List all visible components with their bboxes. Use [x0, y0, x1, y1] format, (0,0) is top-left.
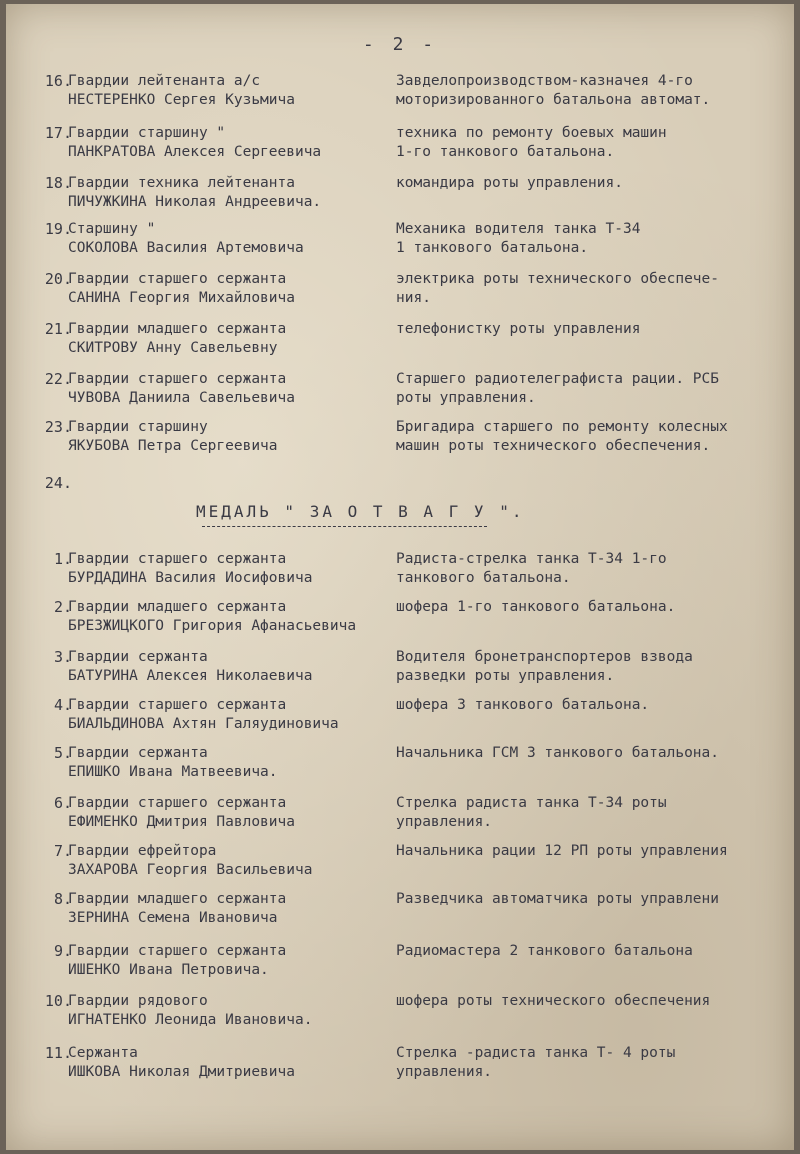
entry-position: командира роты управления.: [396, 175, 623, 191]
entry-number: 7.: [53, 842, 72, 860]
entry-name: БРЕЗЖИЦКОГО Григория Афанасьевича: [68, 618, 357, 634]
entry-number: 22.: [44, 370, 72, 388]
entry-name: ЗАХАРОВА Георгия Васильевича: [68, 862, 313, 878]
entry-number: 17.: [44, 124, 72, 142]
entry-position-cont: роты управления.: [396, 390, 536, 406]
entry-position: Начальника рации 12 РП роты управления: [396, 843, 728, 859]
entry-position-cont: танкового батальона.: [396, 570, 571, 586]
section-underline: [202, 526, 487, 527]
entry-number: 18.: [44, 174, 72, 192]
entry-position-cont: машин роты технического обеспечения.: [396, 438, 711, 454]
entry-rank: Гвардии ефрейтора: [68, 843, 217, 859]
entry-position-cont: ния.: [396, 290, 431, 306]
entry-name: САНИНА Георгия Михайловича: [68, 290, 295, 306]
entry-position: Стрелка -радиста танка Т- 4 роты: [396, 1045, 676, 1061]
entry-rank: Гвардии старшего сержанта: [68, 271, 287, 287]
entry-rank: Старшину ": [68, 221, 156, 237]
entry-rank: Гвардии рядового: [68, 993, 208, 1009]
entry-position: Бригадира старшего по ремонту колесных: [396, 419, 728, 435]
entry-name: ИШЕНКО Ивана Петровича.: [68, 962, 269, 978]
entry-position: Водителя бронетранспортеров взвода: [396, 649, 693, 665]
entry-position: шофера 3 танкового батальона.: [396, 697, 650, 713]
entry-rank: Гвардии младшего сержанта: [68, 599, 287, 615]
entry-name: ИШКОВА Николая Дмитриевича: [68, 1064, 295, 1080]
entry-number: 24.: [44, 474, 72, 492]
entry-position: техника по ремонту боевых машин: [396, 125, 667, 141]
entry-position-cont: управления.: [396, 814, 493, 830]
entry-number: 3.: [53, 648, 72, 666]
entry-position-cont: управления.: [396, 1064, 493, 1080]
entry-rank: Гвардии младшего сержанта: [68, 321, 287, 337]
entry-name: СОКОЛОВА Василия Артемовича: [68, 240, 304, 256]
entry-number: 4.: [53, 696, 72, 714]
section-title: МЕДАЛЬ " ЗА О Т В А Г У ".: [196, 502, 525, 521]
entry-number: 19.: [44, 220, 72, 238]
entry-name: СКИТРОВУ Анну Савельевну: [68, 340, 278, 356]
entry-rank: Гвардии старшего сержанта: [68, 795, 287, 811]
entry-rank: Гвардии старшего сержанта: [68, 371, 287, 387]
entry-rank: Гвардии старшину: [68, 419, 208, 435]
entry-position: Старшего радиотелеграфиста рации. РСБ: [396, 371, 720, 387]
entry-name: ИГНАТЕНКО Леонида Ивановича.: [68, 1012, 313, 1028]
entry-position: Радиста-стрелка танка Т-34 1-го: [396, 551, 667, 567]
entry-number: 10.: [44, 992, 72, 1010]
entry-rank: Гвардии старшего сержанта: [68, 697, 287, 713]
entry-name: ЧУВОВА Даниила Савельевича: [68, 390, 295, 406]
entry-rank: Гвардии техника лейтенанта: [68, 175, 295, 191]
entry-number: 9.: [53, 942, 72, 960]
entry-number: 23.: [44, 418, 72, 436]
entry-number: 16.: [44, 72, 72, 90]
entry-name: ЯКУБОВА Петра Сергеевича: [68, 438, 278, 454]
entry-number: 11.: [44, 1044, 72, 1062]
entry-rank: Гвардии младшего сержанта: [68, 891, 287, 907]
entry-name: БАТУРИНА Алексея Николаевича: [68, 668, 313, 684]
entry-name: ЕФИМЕНКО Дмитрия Павловича: [68, 814, 295, 830]
entry-name: БИАЛЬДИНОВА Ахтян Галяудиновича: [68, 716, 339, 732]
entry-name: ПИЧУЖКИНА Николая Андреевича.: [68, 194, 322, 210]
entry-name: НЕСТЕРЕНКО Сергея Кузьмича: [68, 92, 295, 108]
entry-name: ЗЕРНИНА Семена Ивановича: [68, 910, 278, 926]
entry-position-cont: моторизированного батальона автомат.: [396, 92, 711, 108]
entry-name: ЕПИШКО Ивана Матвеевича.: [68, 764, 278, 780]
entry-number: 20.: [44, 270, 72, 288]
entry-position: шофера 1-го танкового батальона.: [396, 599, 676, 615]
entry-number: 5.: [53, 744, 72, 762]
entry-position: телефонистку роты управления: [396, 321, 641, 337]
entry-position: Радиомастера 2 танкового батальона: [396, 943, 693, 959]
entry-number: 8.: [53, 890, 72, 908]
entry-position: Разведчика автоматчика роты управлени: [396, 891, 720, 907]
entry-position-cont: 1 танкового батальона.: [396, 240, 589, 256]
entry-number: 6.: [53, 794, 72, 812]
entry-number: 1.: [53, 550, 72, 568]
document-page: [6, 4, 794, 1150]
entry-position: электрика роты технического обеспече-: [396, 271, 720, 287]
entry-number: 2.: [53, 598, 72, 616]
entry-position: шофера роты технического обеспечения: [396, 993, 711, 1009]
entry-position-cont: разведки роты управления.: [396, 668, 615, 684]
entry-rank: Сержанта: [68, 1045, 138, 1061]
entry-name: БУРДАДИНА Василия Иосифовича: [68, 570, 313, 586]
entry-rank: Гвардии старшего сержанта: [68, 551, 287, 567]
entry-rank: Гвардии сержанта: [68, 745, 208, 761]
entry-rank: Гвардии старшину ": [68, 125, 226, 141]
entry-rank: Гвардии старшего сержанта: [68, 943, 287, 959]
entry-position: Механика водителя танка Т-34: [396, 221, 641, 237]
entry-name: ПАНКРАТОВА Алексея Сергеевича: [68, 144, 322, 160]
entry-position: Стрелка радиста танка Т-34 роты: [396, 795, 667, 811]
entry-position: Начальника ГСМ 3 танкового батальона.: [396, 745, 720, 761]
entry-number: 21.: [44, 320, 72, 338]
entry-rank: Гвардии лейтенанта а/с: [68, 73, 261, 89]
page-number: - 2 -: [362, 34, 438, 55]
entry-rank: Гвардии сержанта: [68, 649, 208, 665]
entry-position: Завделопроизводством-казначея 4-го: [396, 73, 693, 89]
entry-position-cont: 1-го танкового батальона.: [396, 144, 615, 160]
